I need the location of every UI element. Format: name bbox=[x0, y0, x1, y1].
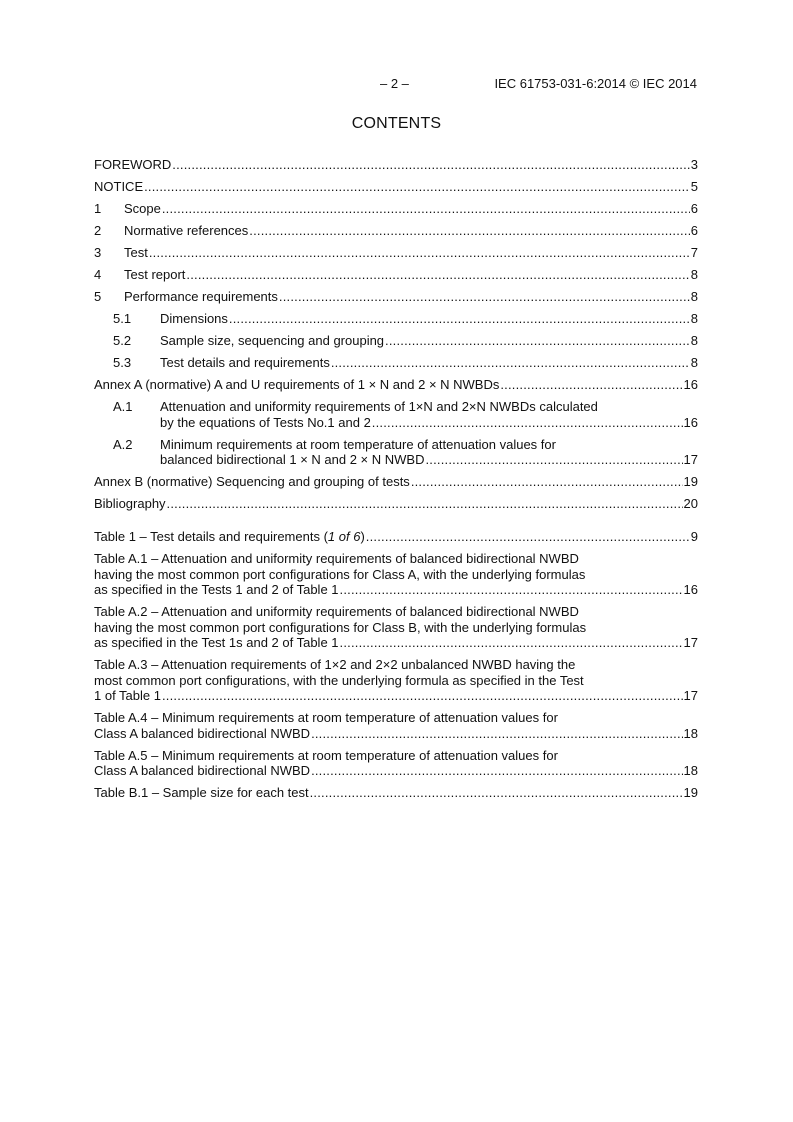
toc-entry[interactable] bbox=[94, 267, 698, 283]
page-title: CONTENTS bbox=[351, 115, 442, 132]
entry-text-line: Annex B (normative) Sequencing and grouping of tests bbox=[94, 474, 410, 489]
entry-page-number: 8 bbox=[690, 333, 698, 348]
dot-leader bbox=[372, 415, 683, 431]
italic-part-label: 1 of 6 bbox=[327, 529, 361, 544]
dot-leader bbox=[340, 635, 683, 651]
entry-page-number: 17 bbox=[683, 452, 698, 467]
entry-body bbox=[124, 245, 698, 261]
entry-text-line: by the equations of Tests No.1 and 2 bbox=[160, 414, 371, 430]
entry-body bbox=[160, 399, 698, 430]
page-header bbox=[380, 75, 697, 93]
entry-text-line: Dimensions bbox=[160, 311, 228, 326]
entry-text-line: as specified in the Tests 1 and 2 of Table 1 bbox=[94, 582, 339, 597]
entry-text-line: Bibliography bbox=[94, 496, 166, 511]
entry-number: A.2 bbox=[113, 436, 133, 452]
entry-text-line: Table A.4 – Minimum requirements at room temperature of attenuation values for bbox=[94, 710, 558, 725]
toc-entry[interactable] bbox=[94, 748, 698, 779]
dot-leader bbox=[162, 201, 690, 217]
entry-body bbox=[94, 377, 698, 393]
toc-entry[interactable] bbox=[94, 437, 698, 468]
entry-body bbox=[94, 710, 698, 741]
entry-text-line: as specified in the Test 1s and 2 of Table 1 bbox=[94, 635, 339, 650]
dot-leader bbox=[310, 785, 683, 801]
toc-entry[interactable] bbox=[94, 311, 698, 327]
toc-entry[interactable] bbox=[94, 355, 698, 371]
entry-number: A.1 bbox=[113, 399, 133, 414]
dot-leader bbox=[331, 355, 690, 371]
entry-text-line: Class A balanced bidirectional NWBD bbox=[94, 763, 311, 778]
dot-leader bbox=[144, 179, 690, 195]
entry-body bbox=[94, 179, 698, 195]
entry-text-line: Annex A (normative) A and U requirements of 1 × N and 2 × N NWBDs bbox=[94, 377, 500, 392]
dot-leader bbox=[500, 377, 682, 393]
toc-entry[interactable] bbox=[94, 289, 698, 305]
dot-leader bbox=[249, 223, 689, 239]
entry-page-number: 9 bbox=[690, 529, 698, 544]
entry-text-line: most common port configurations, with the underlying formula as specified in the Test bbox=[94, 672, 584, 688]
entry-last-line bbox=[94, 635, 698, 651]
entry-text-line: Test details and requirements bbox=[160, 355, 330, 370]
entry-text-line: NOTICE bbox=[94, 179, 144, 194]
entry-text-line: Performance requirements bbox=[124, 289, 278, 304]
entry-text-line: Minimum requirements at room temperature of attenuation values for bbox=[160, 436, 556, 452]
entry-last-line bbox=[94, 785, 698, 801]
entry-last-line bbox=[94, 726, 698, 742]
entry-page-number: 17 bbox=[683, 635, 698, 650]
entry-number: 4 bbox=[94, 267, 102, 282]
entry-text-line: Table A.2 – Attenuation and uniformity requirements of balanced bidirectional NWBD bbox=[94, 604, 579, 619]
entry-page-number: 20 bbox=[683, 496, 698, 511]
entry-body bbox=[94, 496, 698, 512]
entry-text-line: FOREWORD bbox=[94, 157, 172, 172]
entry-text-line: Test report bbox=[124, 267, 186, 282]
entry-body bbox=[124, 289, 698, 305]
dot-leader bbox=[366, 529, 690, 545]
dot-leader bbox=[385, 333, 690, 349]
entry-page-number: 6 bbox=[690, 201, 698, 216]
entry-text-line: Test bbox=[124, 245, 148, 260]
dot-leader bbox=[167, 496, 683, 512]
toc-entry[interactable] bbox=[94, 333, 698, 349]
entry-body bbox=[124, 267, 698, 283]
entry-number: 3 bbox=[94, 245, 102, 260]
dot-leader bbox=[162, 688, 683, 704]
entry-last-line bbox=[160, 311, 698, 327]
dot-leader bbox=[425, 452, 682, 468]
entry-text-line: Class A balanced bidirectional NWBD bbox=[94, 725, 311, 741]
entry-last-line bbox=[124, 289, 698, 305]
entry-last-line bbox=[124, 267, 698, 283]
entry-last-line bbox=[160, 452, 698, 468]
entry-page-number: 19 bbox=[683, 785, 698, 800]
entry-page-number: 18 bbox=[683, 725, 698, 741]
toc-entry[interactable] bbox=[94, 496, 698, 512]
toc-entry[interactable] bbox=[94, 785, 698, 801]
entry-page-number: 8 bbox=[690, 355, 698, 370]
entry-page-number: 6 bbox=[690, 223, 698, 238]
table-of-contents bbox=[94, 157, 698, 518]
entry-number: 5.3 bbox=[113, 355, 132, 370]
entry-last-line bbox=[94, 763, 698, 779]
entry-text-line: Scope bbox=[124, 201, 161, 216]
entry-page-number: 16 bbox=[683, 377, 698, 392]
toc-entry[interactable] bbox=[94, 551, 698, 598]
entry-page-number: 19 bbox=[683, 474, 698, 489]
entry-last-line bbox=[160, 415, 698, 431]
dot-leader bbox=[279, 289, 690, 305]
entry-body bbox=[160, 311, 698, 327]
entry-page-number: 18 bbox=[683, 763, 698, 778]
entry-last-line bbox=[94, 529, 698, 545]
toc-entry[interactable] bbox=[94, 710, 698, 741]
entry-text-line: balanced bidirectional 1 × N and 2 × N NWBD bbox=[160, 452, 425, 467]
entry-page-number: 8 bbox=[690, 311, 698, 326]
toc-entry[interactable] bbox=[94, 157, 698, 173]
entry-last-line bbox=[124, 245, 698, 261]
entry-last-line bbox=[94, 474, 698, 490]
toc-entry[interactable] bbox=[94, 245, 698, 261]
entry-last-line bbox=[94, 688, 698, 704]
entry-number: 5 bbox=[94, 289, 102, 304]
entry-text-line: Table A.1 – Attenuation and uniformity requirements of balanced bidirectional NWBD bbox=[94, 551, 579, 566]
entry-text-line: Normative references bbox=[124, 223, 249, 238]
entry-text-line: Table A.5 – Minimum requirements at room temperature of attenuation values for bbox=[94, 747, 558, 763]
page-number: – 2 – bbox=[380, 76, 409, 91]
entry-last-line bbox=[94, 582, 698, 598]
entry-body bbox=[124, 223, 698, 239]
entry-page-number: 7 bbox=[690, 245, 698, 260]
toc-entry[interactable] bbox=[94, 223, 698, 239]
list-of-tables bbox=[94, 529, 698, 807]
entry-number: 2 bbox=[94, 223, 102, 238]
entry-body bbox=[94, 529, 698, 545]
dot-leader bbox=[149, 245, 690, 261]
toc-entry[interactable] bbox=[94, 657, 698, 704]
dot-leader bbox=[311, 726, 682, 742]
entry-body bbox=[160, 333, 698, 349]
entry-body bbox=[160, 355, 698, 371]
entry-page-number: 3 bbox=[690, 157, 698, 172]
entry-page-number: 17 bbox=[683, 688, 698, 703]
toc-entry[interactable] bbox=[94, 201, 698, 217]
dot-leader bbox=[229, 311, 690, 327]
entry-number: 5.1 bbox=[113, 311, 132, 326]
entry-text-line: having the most common port configurations for Class B, with the underlying formulas bbox=[94, 619, 587, 635]
dot-leader bbox=[186, 267, 689, 283]
dot-leader bbox=[172, 157, 689, 173]
entry-body bbox=[124, 201, 698, 217]
toc-entry[interactable] bbox=[94, 377, 698, 393]
dot-leader bbox=[411, 474, 683, 490]
dot-leader bbox=[311, 763, 682, 779]
entry-last-line bbox=[94, 377, 698, 393]
toc-entry[interactable] bbox=[94, 474, 698, 490]
entry-body bbox=[94, 551, 698, 598]
entry-text-line: Table B.1 – Sample size for each test bbox=[94, 785, 309, 800]
entry-text-line: having the most common port configurations for Class A, with the underlying formulas bbox=[94, 566, 586, 582]
toc-entry[interactable] bbox=[94, 604, 698, 651]
toc-entry[interactable] bbox=[94, 529, 698, 545]
entry-last-line bbox=[124, 223, 698, 239]
entry-text-line: Table A.3 – Attenuation requirements of 1×2 and 2×2 unbalanced NWBD having the bbox=[94, 657, 576, 672]
entry-body bbox=[94, 748, 698, 779]
entry-text-line: 1 of Table 1 bbox=[94, 688, 161, 703]
toc-entry[interactable] bbox=[94, 179, 698, 195]
entry-body bbox=[94, 785, 698, 801]
dot-leader bbox=[340, 582, 683, 598]
entry-page-number: 16 bbox=[683, 414, 698, 430]
entry-last-line bbox=[94, 157, 698, 173]
entry-page-number: 16 bbox=[683, 582, 698, 597]
entry-number: 5.2 bbox=[113, 333, 132, 348]
document-reference: IEC 61753-031-6:2014 © IEC 2014 bbox=[494, 76, 697, 91]
entry-last-line bbox=[94, 496, 698, 512]
entry-body bbox=[160, 437, 698, 468]
entry-body bbox=[94, 657, 698, 704]
entry-page-number: 8 bbox=[690, 289, 698, 304]
entry-last-line bbox=[160, 355, 698, 371]
entry-last-line bbox=[160, 333, 698, 349]
toc-entry[interactable] bbox=[94, 399, 698, 430]
entry-text-line: Attenuation and uniformity requirements of 1×N and 2×N NWBDs calculated bbox=[160, 399, 598, 414]
entry-number: 1 bbox=[94, 201, 102, 216]
entry-text-line: Sample size, sequencing and grouping bbox=[160, 333, 385, 348]
entry-body bbox=[94, 474, 698, 490]
entry-body bbox=[94, 157, 698, 173]
entry-page-number: 8 bbox=[690, 267, 698, 282]
entry-last-line bbox=[124, 201, 698, 217]
entry-page-number: 5 bbox=[690, 179, 698, 194]
entry-body bbox=[94, 604, 698, 651]
entry-last-line bbox=[94, 179, 698, 195]
entry-text-line: Table 1 – Test details and requirements (1 of 6) bbox=[94, 529, 365, 544]
